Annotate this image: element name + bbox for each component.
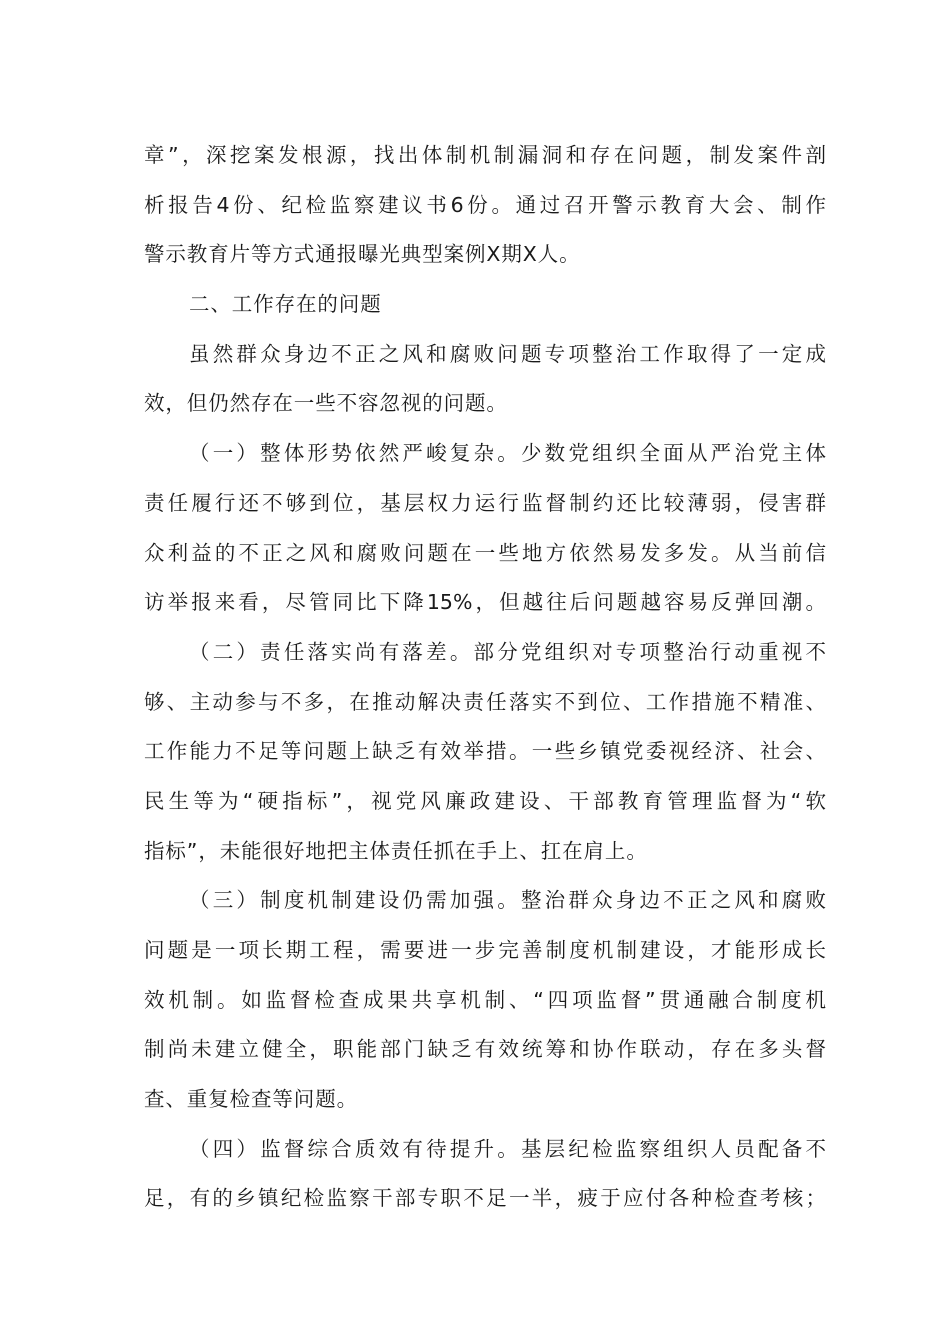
text-line: （四）监督综合质效有待提升。基层纪检监察组织人员配备不 xyxy=(189,1136,826,1161)
text-line: 足，有的乡镇纪检监察干部专职不足一半，疲于应付各种检查考核； xyxy=(144,1186,826,1211)
text-line: 效机制。如监督检查成果共享机制、“四项监督”贯通融合制度机 xyxy=(144,987,826,1012)
text-line: 民生等为“硬指标”，视党风廉政建设、干部教育管理监督为“软 xyxy=(144,788,826,813)
text-line: 虽然群众身边不正之风和腐败问题专项整治工作取得了一定成 xyxy=(189,341,826,366)
section-heading: 二、工作存在的问题 xyxy=(189,292,382,317)
text-line: 工作能力不足等问题上缺乏有效举措。一些乡镇党委视经济、社会、 xyxy=(144,739,826,764)
text-line: 查、重复检查等问题。 xyxy=(144,1087,358,1112)
text-line: （二）责任落实尚有落差。部分党组织对专项整治行动重视不 xyxy=(189,639,826,664)
text-line: 访举报来看，尽管同比下降15%，但越往后问题越容易反弹回潮。 xyxy=(144,590,826,615)
text-line: 责任履行还不够到位，基层权力运行监督制约还比较薄弱，侵害群 xyxy=(144,490,826,515)
text-line: 众利益的不正之风和腐败问题在一些地方依然易发多发。从当前信 xyxy=(144,540,826,565)
text-line: 够、主动参与不多，在推动解决责任落实不到位、工作措施不精准、 xyxy=(144,689,826,714)
text-line: 制尚未建立健全，职能部门缺乏有效统筹和协作联动，存在多头督 xyxy=(144,1037,826,1062)
text-line: 指标”，未能很好地把主体责任抓在手上、扛在肩上。 xyxy=(144,838,648,863)
body-text xyxy=(144,131,826,1224)
text-line: （三）制度机制建设仍需加强。整治群众身边不正之风和腐败 xyxy=(189,888,826,913)
text-line: 章”，深挖案发根源，找出体制机制漏洞和存在问题，制发案件剖 xyxy=(144,143,826,167)
text-line: （一）整体形势依然严峻复杂。少数党组织全面从严治党主体 xyxy=(189,441,826,466)
text-line: 警示教育片等方式通报曝光典型案例X期X人。 xyxy=(144,242,581,267)
text-line: 问题是一项长期工程，需要进一步完善制度机制建设，才能形成长 xyxy=(144,938,826,962)
text-line: 效，但仍然存在一些不容忽视的问题。 xyxy=(144,391,508,416)
text-line: 析报告4份、纪检监察建议书6份。通过召开警示教育大会、制作 xyxy=(144,192,826,217)
